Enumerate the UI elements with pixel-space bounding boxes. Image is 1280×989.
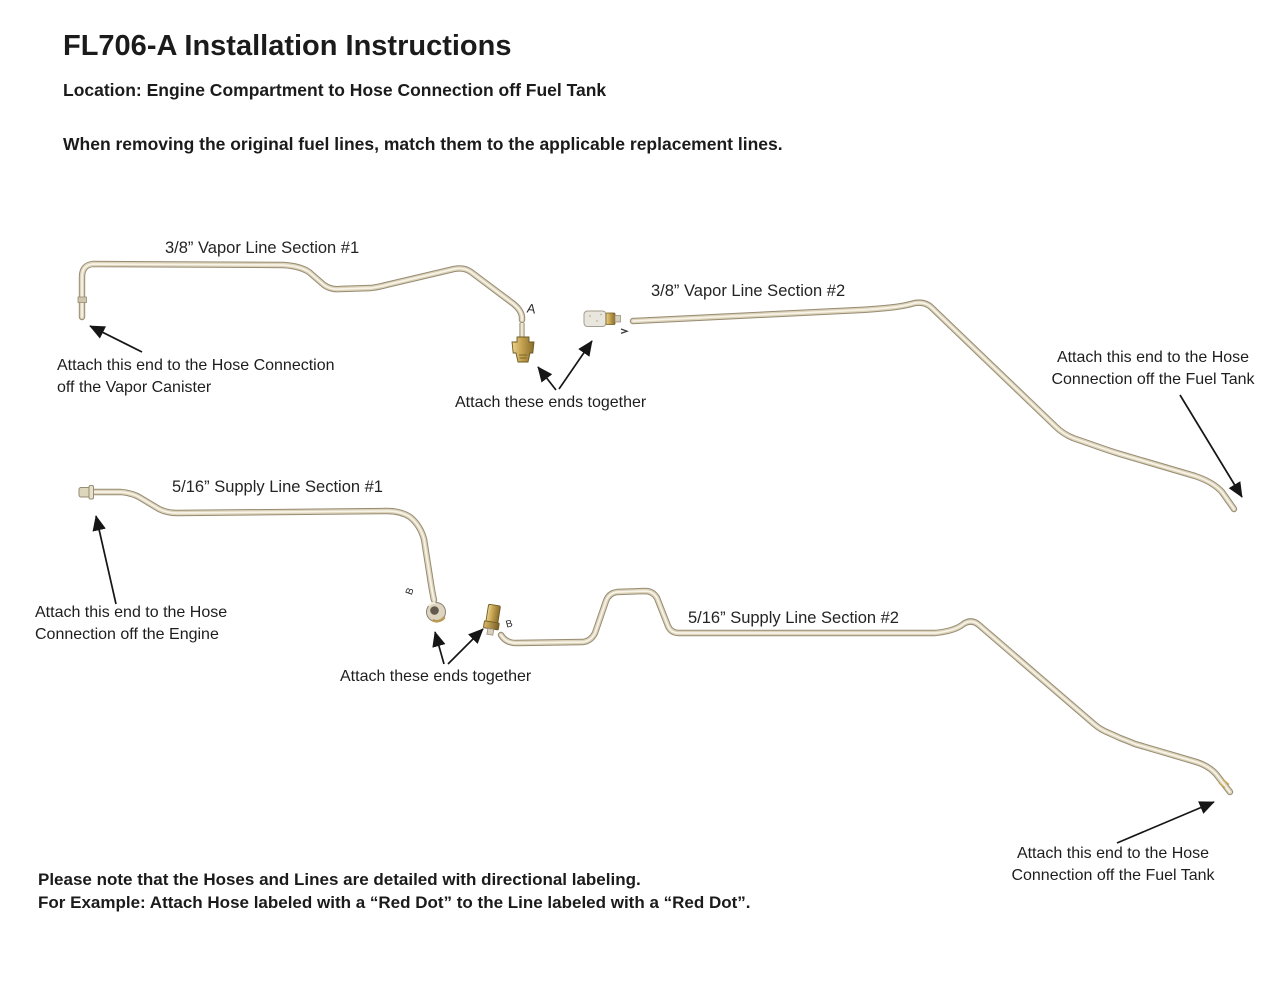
footer-note (38, 868, 751, 914)
vapor-line-section-2-tube (633, 303, 1234, 509)
connector-marker-supply-b-line: B (404, 586, 417, 597)
arrow-supply-join-right (448, 629, 483, 664)
vapor1-end-collar (78, 297, 87, 303)
annotation-vapor-join: Attach these ends together (455, 394, 647, 411)
arrow-supply-engine-end (96, 516, 116, 604)
vapor-line-section-1-tube (78, 264, 522, 320)
annotation-supply-join: Attach these ends together (340, 668, 532, 685)
location-line: Location: Engine Compartment to Hose Connection off Fuel Tank (63, 80, 607, 100)
section-label-vapor-2: 3/8” Vapor Line Section #2 (651, 282, 846, 300)
section-label-supply-1: 5/16” Supply Line Section #1 (172, 478, 383, 496)
connector-marker-supply-b-fitting: B (504, 618, 514, 631)
vapor1-brass-flare-fitting (512, 323, 534, 362)
supply1-end-ring (89, 486, 94, 500)
supply1-end-fitting (427, 603, 446, 622)
section-label-vapor-1: 3/8” Vapor Line Section #1 (165, 239, 360, 257)
arrow-vapor-join-left (538, 367, 556, 390)
arrow-vapor-canister-end (90, 326, 142, 352)
arrow-vapor-join-right (559, 341, 592, 389)
supply-line-section-1-tube (79, 486, 434, 601)
arrow-supply-join-left (435, 632, 444, 664)
connector-marker-vapor-a: A (525, 300, 537, 317)
annotation-vapor-tank-end: Attach this end to the Hose Connection off the Fuel Tank (1051, 349, 1255, 388)
annotation-supply-tank-end: Attach this end to the Hose Connection off the Fuel Tank (1011, 845, 1215, 884)
supply2-brass-fitting (482, 604, 502, 636)
page-title: FL706-A Installation Instructions (63, 30, 512, 62)
section-label-supply-2: 5/16” Supply Line Section #2 (688, 609, 899, 627)
instruction-line: When removing the original fuel lines, match them to the applicable replacement lines. (63, 134, 783, 154)
annotation-supply-engine-end: Attach this end to the Hose Connection off the Engine (35, 604, 228, 643)
footer-note-line-2: For Example: Attach Hose labeled with a “Red Dot” to the Line labeled with a “Red Dot”. (38, 893, 751, 912)
footer-note-line-1: Please note that the Hoses and Lines are detailed with directional labeling. (38, 870, 641, 889)
annotation-vapor-canister-end: Attach this end to the Hose Connection off the Vapor Canister (57, 357, 335, 396)
arrow-supply-tank-end (1117, 802, 1214, 843)
vapor2-quick-connect-fitting (584, 311, 627, 333)
direction-mark (621, 329, 627, 333)
